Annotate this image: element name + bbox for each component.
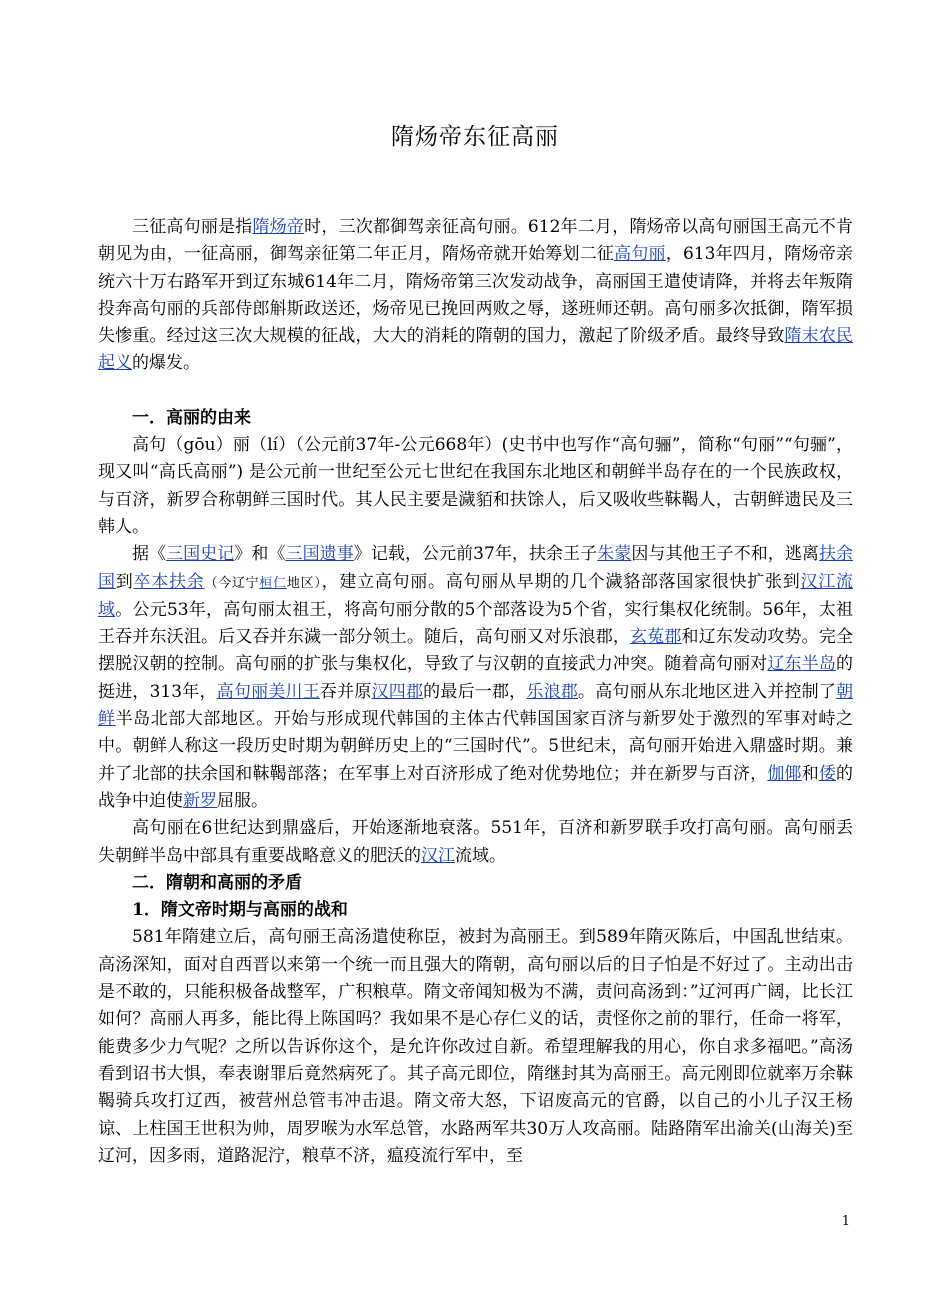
text: 到 <box>115 571 134 592</box>
paragraph <box>98 815 853 870</box>
spacer <box>98 378 853 405</box>
section-heading-1: 一．高丽的由来 <box>132 407 251 428</box>
link-han-river-basin[interactable]: 汉江流域 <box>98 571 854 620</box>
document-body <box>98 214 853 1170</box>
link-lelang[interactable]: 乐浪郡 <box>526 681 579 702</box>
text: 因与其他王子不和，逃离 <box>631 544 819 565</box>
paragraph: 581年隋建立后，高句丽王高汤遣使称臣，被封为高丽王。到589年隋灭陈后，中国乱世结束。高汤深知，面对自西晋以来第一个统一而且强大的隋朝，高句丽以后的日子怕是不好过了。主动出击是不敢的，只能积极备战整军，广积粮草。隋文帝闻知极为不满，责问高汤到：”辽河再广阔，比长江如何？高丽人再多，能比得上陈国吗？我如果不是心存仁义的话，责怪你之前的罪行，任命一将军，能费多少力气呢？之所以告诉你这个，是允许你改过自新。希望理解我的用心，你自求多福吧。”高汤看到诏书大惧，奉表谢罪后竟然病死了。其子高元即位，隋继封其为高丽王。高元刚即位就率万余靺鞨骑兵攻打辽西，被营州总管韦冲击退。隋文帝大怒，下诏废高元的官爵，以自己的小儿子汉王杨谅、上柱国王世积为帅，周罗喉为水军总管，水路两军共30万人攻高丽。陆路隋军出渝关(山海关)至辽河，因多雨，道路泥泞，粮草不济，瘟疫流行军中，至 <box>98 927 853 1166</box>
text: 时，三次都御驾亲征高句丽。612年二月，隋炀帝以高句丽国王高元不肯朝见为由，一征高丽，御驾亲征第二年正月，隋炀帝就开始筹划二征 <box>98 217 854 265</box>
subsection-heading: 1．隋文帝时期与高丽的战和 <box>132 900 348 921</box>
text: 流域。 <box>455 845 506 866</box>
link-wa[interactable]: 倭 <box>818 763 837 784</box>
link-late-sui-uprising[interactable]: 隋末农民起义 <box>98 326 854 374</box>
link-micheon[interactable]: 高句丽美川王 <box>216 681 320 702</box>
page-title: 隋炀帝东征高丽 <box>391 124 559 150</box>
text: 和 <box>801 763 819 784</box>
text: 》记载，公元前37年，扶余王子 <box>353 544 598 565</box>
text: 的战争中迫使 <box>98 763 854 811</box>
intro-paragraph <box>98 214 853 378</box>
link-xuantu[interactable]: 玄菟郡 <box>630 627 682 648</box>
text: 。公元53年，高句丽太祖王，将高句丽分散的5个部落设为5个省，实行集权化统制。56年，太祖王吞并东沃沮。后又吞并东濊一部分领土。随后，高句丽又对乐浪郡， <box>98 599 854 648</box>
link-goguryeo[interactable]: 高句丽 <box>614 244 666 265</box>
text: 的挺进，313年， <box>98 654 854 702</box>
page-number: 1 <box>841 1214 850 1229</box>
link-silla[interactable]: 新罗 <box>183 790 217 811</box>
link-liaodong[interactable]: 辽东半岛 <box>767 654 837 675</box>
link-samguk-yusa[interactable]: 三国遗事 <box>285 544 354 565</box>
text: 吞并原 <box>319 681 372 702</box>
text: 。高句丽从东北地区进入并控制了 <box>578 681 837 702</box>
link-jumong[interactable]: 朱蒙 <box>597 544 632 565</box>
text: ，建立高句丽。高句丽从早期的几个濊貉部落国家很快扩张到 <box>321 571 801 592</box>
text: 的最后一郡， <box>423 681 527 702</box>
text: 半岛北部大部地区。开始与形成现代韩国的主体古代韩国国家百济与新罗处于激烈的军事对峙之中。朝鲜人称这一段历史时期为朝鲜历史上的“三国时代”。5世纪末，高句丽开始进入鼎盛时期。兼并了北部的扶余国和靺鞨部落；在军事上对百济形成了绝对优势地位；并在新罗与百济， <box>98 709 854 784</box>
text: 三征高句丽是指 <box>132 217 253 237</box>
link-four-commanderies[interactable]: 汉四郡 <box>371 681 424 702</box>
text: 地区） <box>286 575 322 591</box>
text: （今辽宁 <box>204 575 260 591</box>
link-han-river[interactable]: 汉江 <box>421 845 455 866</box>
link-huanren[interactable]: 桓仁 <box>259 575 287 591</box>
text: 和辽东发动攻势。完全摆脱汉朝的控制。高句丽的扩张与集权化，导致了与汉朝的直接武力冲突。随着高句丽对 <box>98 627 854 675</box>
text: 高句丽在6世纪达到鼎盛后，开始逐渐地衰落。551年，百济和新罗联手攻打高句丽。高句丽丢失朝鲜半岛中部具有重要战略意义的肥沃的 <box>98 818 853 866</box>
paragraph: 高句（gōu）丽（lí）（公元前37年-公元668年）(史书中也写作“高句骊”，简称“句丽”“句骊”，现又叫“高氏高丽”) 是公元前一世纪至公元七世纪在我国东北地区和朝鲜半岛存在的一个民族政权，与百济，新罗合称朝鲜三国时代。其人民主要是濊貊和扶馀人，后又吸收些靺鞨人，古朝鲜遗民及三韩人。 <box>98 435 853 537</box>
link-jolbon-buyeo[interactable]: 卒本扶余 <box>133 571 205 592</box>
paragraph <box>98 541 853 815</box>
text: 屈服。 <box>217 790 268 811</box>
text: 的爆发。 <box>132 353 200 374</box>
text: 据《 <box>132 544 167 565</box>
link-samguk-sagi[interactable]: 三国史记 <box>166 544 235 565</box>
link-gaya[interactable]: 伽倻 <box>767 763 802 784</box>
link-buyeo[interactable]: 扶余国 <box>98 544 854 592</box>
link-sui-yangdi[interactable]: 隋炀帝 <box>252 217 305 237</box>
text: 》和《 <box>234 544 286 565</box>
section-heading-2: 二．隋朝和高丽的矛盾 <box>132 872 302 893</box>
link-korea[interactable]: 朝鲜 <box>98 681 854 730</box>
text: ，613年四月，隋炀帝亲统六十万右路军开到辽东城614年二月，隋炀帝第三次发动战争，高丽国王遣使请降，并将去年叛隋投奔高句丽的兵部侍郎斛斯政送还，炀帝见已挽回两败之辱，遂班师还朝。高句丽多次抵御，隋军损失惨重。经过这三次大规模的征战，大大的消耗的隋朝的国力，激起了阶级矛盾。最终导致 <box>98 244 854 347</box>
